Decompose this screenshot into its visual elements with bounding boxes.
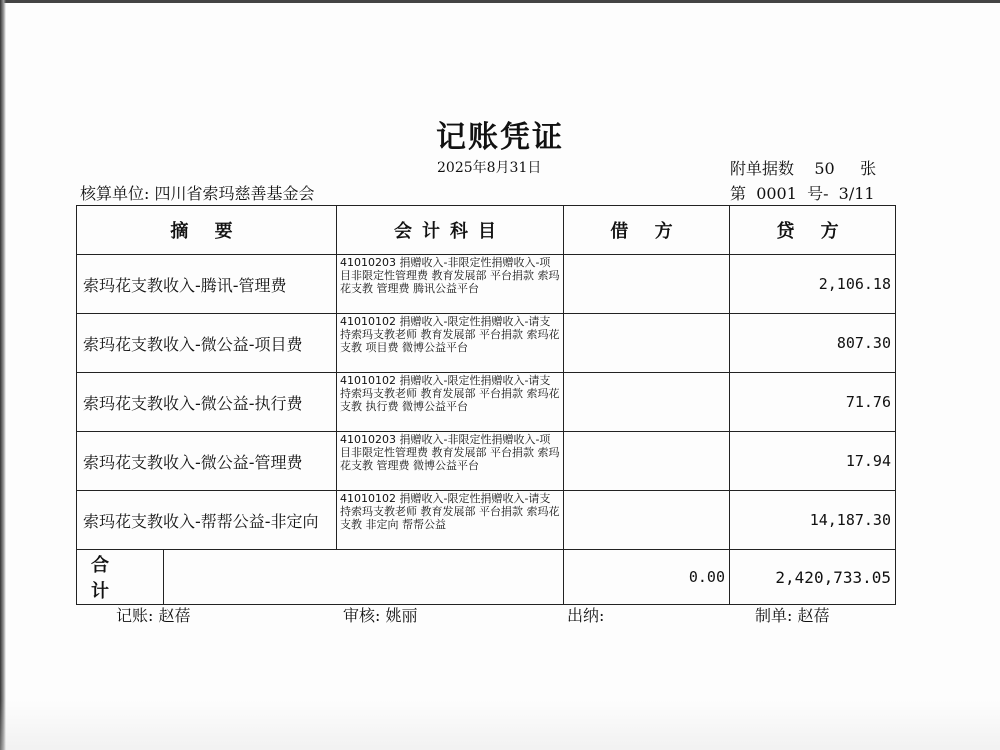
row-summary: 索玛花支教收入-微公益-管理费	[77, 432, 337, 491]
signature-preparer: 制单: 赵蓓	[755, 606, 830, 625]
table-header-row	[77, 206, 896, 255]
row-debit	[564, 255, 730, 314]
table-row	[77, 255, 896, 314]
header-account: 会计科目	[337, 206, 564, 255]
attachment-label: 附单据数	[730, 159, 795, 178]
row-account: 41010102 捐赠收入-限定性捐赠收入-请支持索玛支教老师 教育发展部 平台捐款 索玛花支教 执行费 微博公益平台	[337, 373, 564, 432]
table-row	[77, 314, 896, 373]
voucher-suffix: 号-	[807, 184, 829, 203]
accounting-unit	[80, 181, 315, 204]
total-row	[77, 550, 896, 605]
row-credit: 71.76	[730, 373, 896, 432]
row-account: 41010102 捐赠收入-限定性捐赠收入-请支持索玛支教老师 教育发展部 平台捐款 索玛花支教 项目费 微博公益平台	[337, 314, 564, 373]
voucher-title: 记账凭证	[436, 120, 564, 155]
total-credit: 2,420,733.05	[730, 550, 896, 605]
attachment-count	[730, 156, 876, 179]
row-debit	[564, 432, 730, 491]
row-account: 41010203 捐赠收入-非限定性捐赠收入-项目非限定性管理费 教育发展部 平台捐款 索玛花支教 管理费 微博公益平台	[337, 432, 564, 491]
unit-label: 核算单位:	[80, 184, 150, 203]
voucher-table	[76, 205, 896, 605]
row-summary: 索玛花支教收入-微公益-执行费	[77, 373, 337, 432]
row-summary: 索玛花支教收入-帮帮公益-非定向	[77, 491, 337, 550]
row-debit	[564, 373, 730, 432]
row-account: 41010102 捐赠收入-限定性捐赠收入-请支持索玛支教老师 教育发展部 平台捐款 索玛花支教 非定向 帮帮公益	[337, 491, 564, 550]
table-row	[77, 491, 896, 550]
row-summary: 索玛花支教收入-微公益-项目费	[77, 314, 337, 373]
header-debit: 借 方	[564, 206, 730, 255]
signature-cashier: 出纳:	[567, 606, 605, 625]
signature-bookkeeper: 记账: 赵蓓	[116, 606, 191, 625]
row-debit	[564, 491, 730, 550]
header-summary: 摘 要	[77, 206, 337, 255]
row-credit: 17.94	[730, 432, 896, 491]
row-debit	[564, 314, 730, 373]
row-summary: 索玛花支教收入-腾讯-管理费	[77, 255, 337, 314]
total-label-cell	[77, 550, 564, 605]
attachment-number: 50	[814, 159, 835, 178]
signature-reviewer: 审核: 姚丽	[343, 606, 418, 625]
table-row	[77, 373, 896, 432]
voucher-num: 0001	[756, 184, 797, 203]
voucher-page: 3/11	[838, 184, 875, 203]
row-credit: 14,187.30	[730, 491, 896, 550]
voucher-number	[730, 181, 875, 204]
row-credit: 2,106.18	[730, 255, 896, 314]
voucher-prefix: 第	[730, 184, 747, 203]
unit-name: 四川省索玛慈善基金会	[154, 184, 315, 203]
total-debit: 0.00	[564, 550, 730, 605]
row-account: 41010203 捐赠收入-非限定性捐赠收入-项目非限定性管理费 教育发展部 平台捐款 索玛花支教 管理费 腾讯公益平台	[337, 255, 564, 314]
voucher-date: 2025年8月31日	[437, 160, 542, 176]
header-credit: 贷 方	[730, 206, 896, 255]
total-blank	[164, 550, 563, 604]
table-row	[77, 432, 896, 491]
attachment-unit: 张	[860, 159, 877, 178]
scan-edge-top	[0, 0, 1000, 3]
row-credit: 807.30	[730, 314, 896, 373]
total-label: 合 计	[77, 550, 164, 604]
scan-shade	[0, 700, 1000, 750]
